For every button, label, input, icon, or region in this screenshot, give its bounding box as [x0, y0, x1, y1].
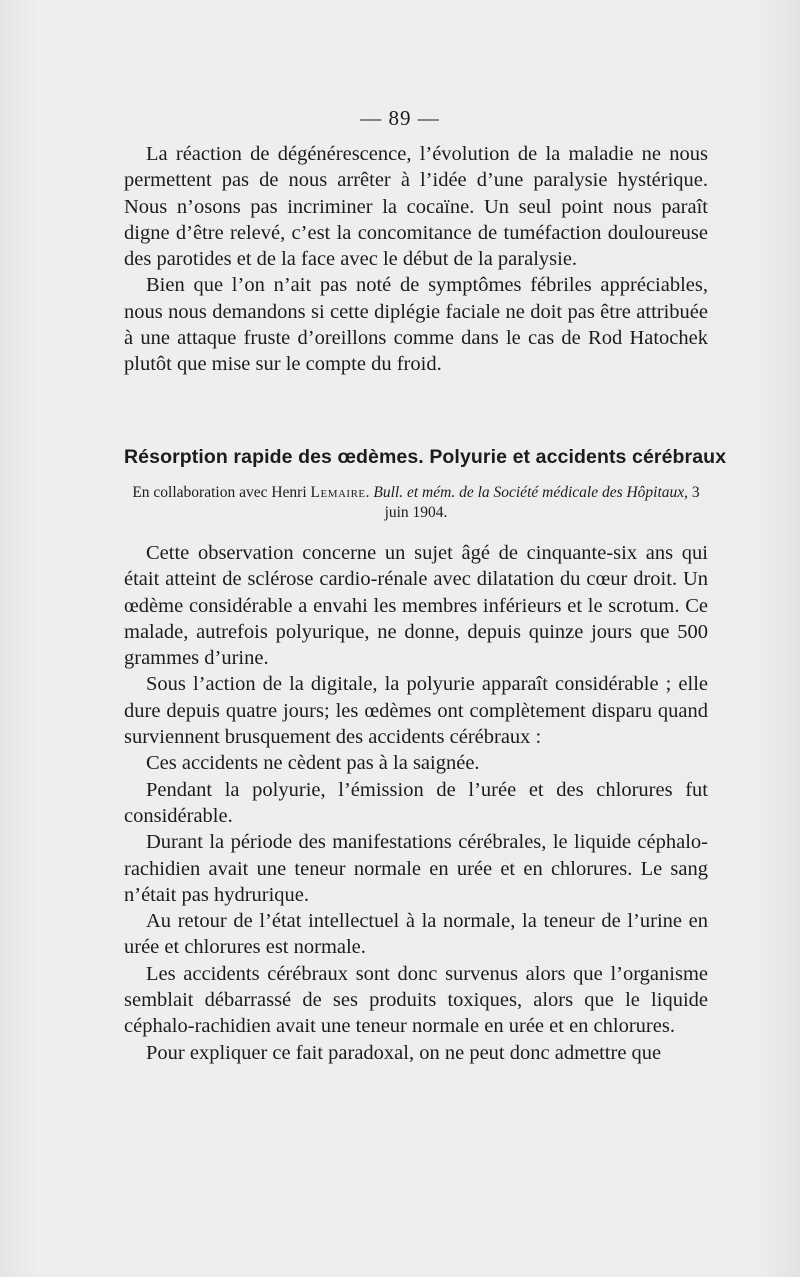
citation-date: , 3 juin 1904.: [384, 484, 700, 521]
paragraph: Pendant la polyurie, l’émission de l’urée et des chlorures fut considérable.: [124, 778, 708, 827]
intro-text: [124, 141, 708, 378]
paragraph: Ces accidents ne cèdent pas à la saignée.: [146, 752, 480, 775]
paragraph: Pour expliquer ce fait paradoxal, on ne peut donc admettre que: [146, 1041, 662, 1064]
section-title: Résorption rapide des œdèmes. Polyurie et accidents cérébraux: [124, 446, 727, 468]
paragraph: Sous l’action de la digitale, la polyurie apparaît considérable ; elle dure depuis quatre jours; les œdèmes ont complètement disparu quand surviennent brusquement des accidents cérébraux :: [124, 673, 708, 749]
paragraph: Bien que l’on n’ait pas noté de symptômes fébriles appréciables, nous nous demandons si cette diplégie faciale ne doit pas être attribuée à une attaque fruste d’oreillons comme dans le cas de Rod Hatochek plutôt que mise sur le compte du froid.: [124, 274, 708, 376]
paragraph: La réaction de dégénérescence, l’évolution de la maladie ne nous permettent pas de nous arrêter à l’idée d’une paralysie hystérique. Nous n’osons pas incriminer la cocaïne. Un seul point nous paraît digne d’être relevé, c’est la concomitance de tuméfaction douloureuse des parotides et de la face avec le début de la paralysie.: [124, 143, 708, 271]
citation-journal: Bull. et mém. de la Société médicale des Hôpitaux: [373, 484, 685, 501]
page-number: — 89 —: [360, 106, 440, 130]
paragraph: Cette observation concerne un sujet âgé de cinquante-six ans qui était atteint de sclérose cardio-rénale avec dilatation du cœur droit. Un œdème considérable a envahi les membres inférieurs et le scrotum. Ce malade, autrefois polyurique, ne donne, depuis quinze jours que 500 grammes d’urine.: [124, 542, 708, 670]
paragraph: Au retour de l’état intellectuel à la normale, la teneur de l’urine en urée et chlorures est normale.: [124, 910, 708, 959]
paragraph: Durant la période des manifestations cérébrales, le liquide céphalo-rachidien avait une teneur normale en urée et en chlorures. Le sang n’était pas hydrurique.: [124, 831, 708, 906]
citation-prefix: En collaboration avec Henri: [132, 484, 311, 501]
paragraph: Les accidents cérébraux sont donc survenus alors que l’organisme semblait débarrassé de ses produits toxiques, alors que le liquide céphalo-rachidien avait une teneur normale en urée et en chlorures.: [124, 962, 708, 1038]
body-text: [124, 540, 708, 1066]
citation-separator: .: [365, 484, 374, 501]
citation: [124, 483, 708, 523]
citation-author: Lemaire: [310, 484, 366, 501]
